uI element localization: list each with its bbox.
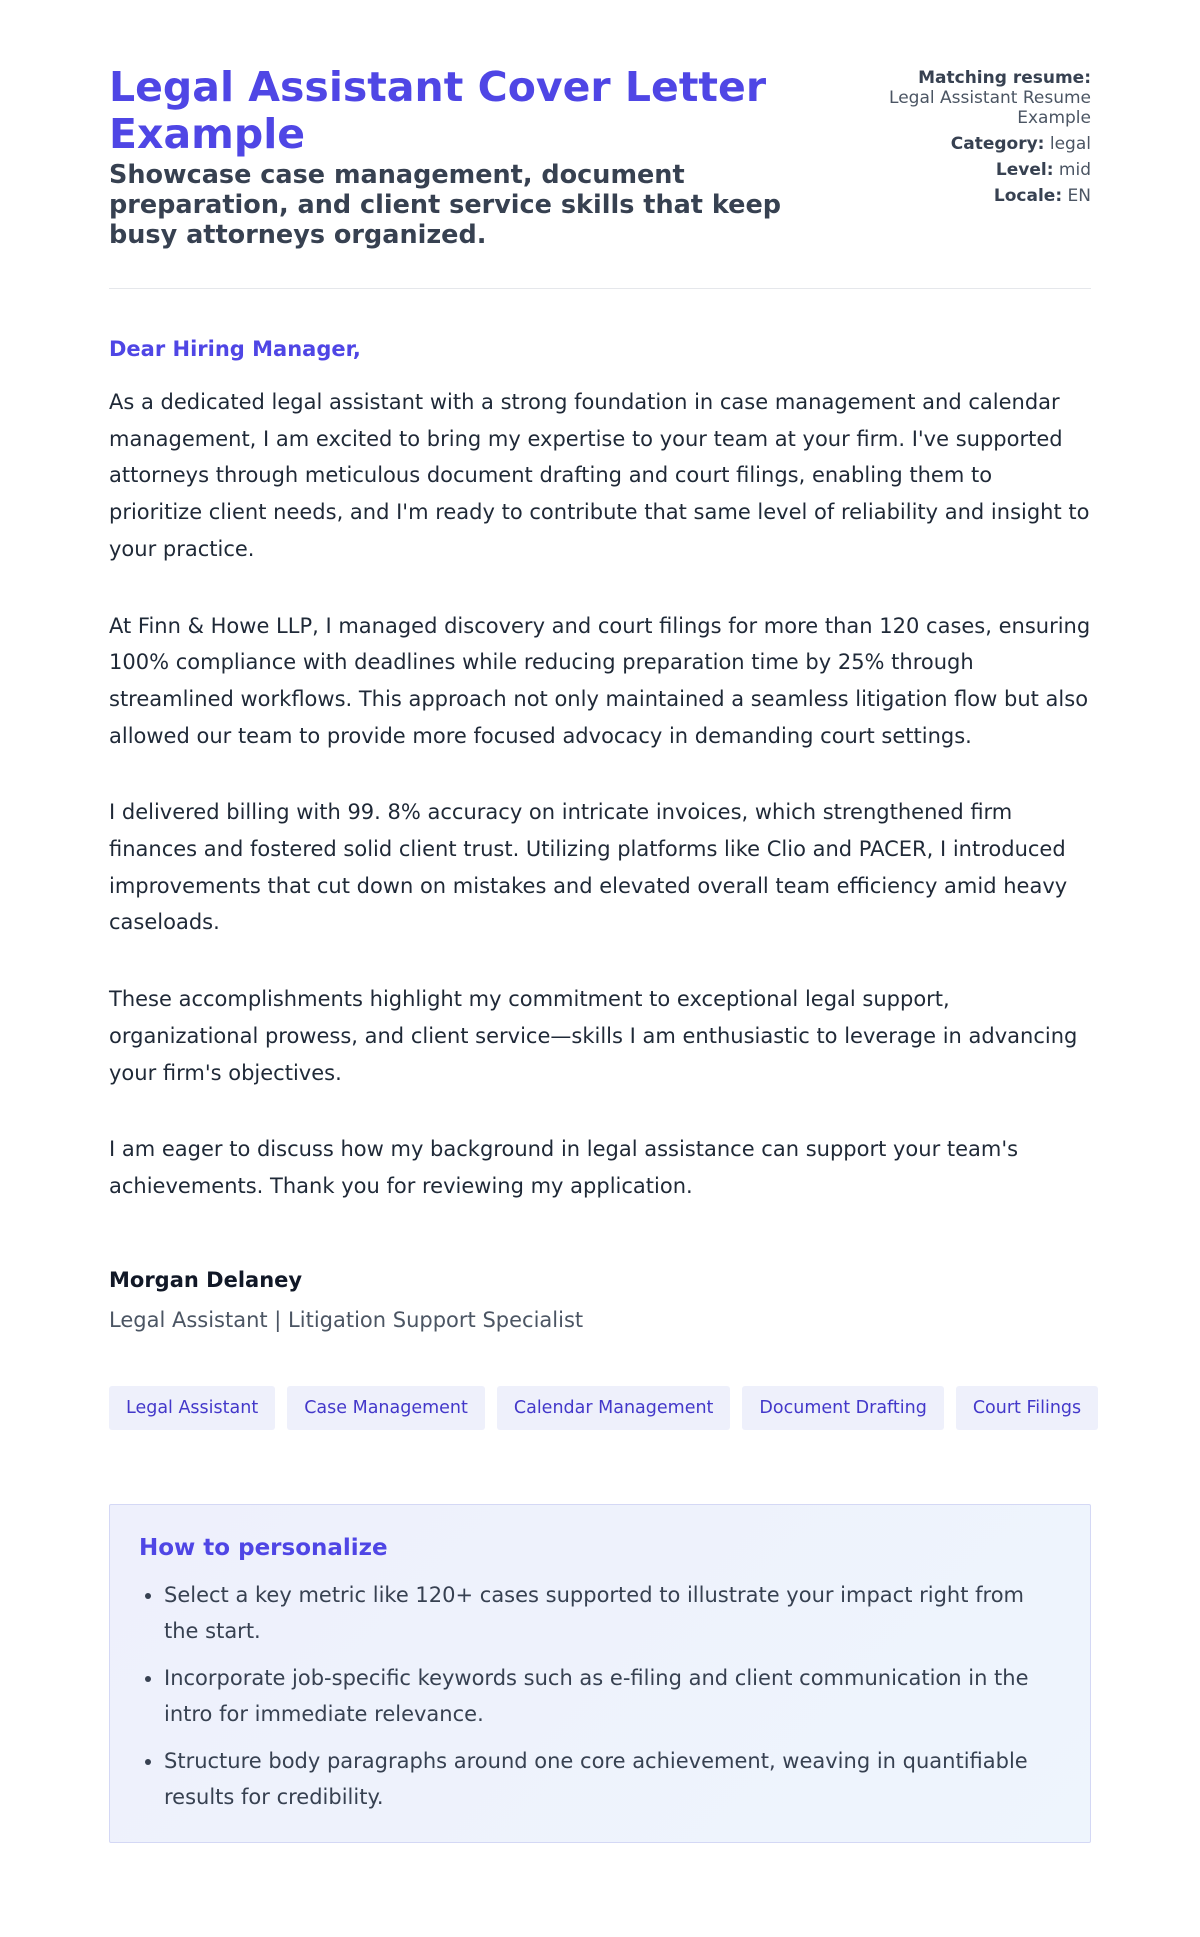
resume-meta (831, 68, 1091, 212)
meta-category (831, 134, 1091, 154)
meta-category-value: legal (1049, 134, 1091, 154)
meta-locale-value: EN (1067, 186, 1091, 206)
skill-tag: Document Drafting (742, 1386, 943, 1430)
meta-level-value: mid (1058, 160, 1091, 180)
matching-resume-label: Matching resume: (918, 68, 1091, 88)
matching-resume-link[interactable]: Legal Assistant Resume Example (889, 88, 1091, 128)
personalize-box (109, 1504, 1091, 1843)
letter-paragraph: I am eager to discuss how my background in legal assistance can support your team's achievements. Thank you for reviewing my application. (109, 1137, 1019, 1198)
letter-signature (109, 1267, 1091, 1333)
letter-paragraph: I delivered billing with 99. 8% accuracy on intricate invoices, which strengthened firm finances and fostered solid client trust. Utilizing platforms like Clio and PACER, I introduced improvements that cut down on mistakes and elevated overall team efficiency amid heavy caseloads. (109, 800, 1068, 935)
page-subtitle: Showcase case management, document preparation, and client service skills that keep busy attorneys organized. (109, 160, 781, 250)
meta-level-label: Level: (995, 160, 1054, 180)
skill-tag: Court Filings (956, 1386, 1098, 1430)
letter-paragraph: At Finn & Howe LLP, I managed discovery and court filings for more than 120 cases, ensuring 100% compliance with deadlines while reducing preparation time by 25% through streamlined workflows. This approach not only maintained a seamless litigation flow but also allowed our team to provide more focused advocacy in demanding court settings. (109, 613, 1091, 748)
matching-resume (831, 68, 1091, 128)
skill-tag: Calendar Management (497, 1386, 731, 1430)
letter-body (109, 384, 1091, 1205)
meta-locale-label: Locale: (993, 186, 1063, 206)
list-item: • Incorporate job-specific keywords such as e-filing and client communication in the intro for immediate relevance. (164, 1660, 1061, 1733)
letter-paragraph: As a dedicated legal assistant with a strong foundation in case management and calendar management, I am excited to bring my expertise to your team at your firm. I've supported attorneys through meticulous document drafting and court filings, enabling them to prioritize client needs, and I'm ready to contribute that same level of reliability and insight to your practice. (109, 390, 1090, 561)
meta-level (831, 160, 1091, 180)
personalize-title: How to personalize (139, 1534, 388, 1561)
skill-tag: Case Management (287, 1386, 485, 1430)
skill-tags (109, 1386, 1091, 1430)
list-item: • Select a key metric like 120+ cases supported to illustrate your impact right from the start. (164, 1577, 1061, 1650)
letter-salutation: Dear Hiring Manager, (109, 337, 361, 361)
signature-title: Legal Assistant | Litigation Support Specialist (109, 1307, 584, 1332)
page-header (109, 0, 1091, 289)
list-item: • Structure body paragraphs around one core achievement, weaving in quantifiable results for credibility. (164, 1743, 1061, 1816)
skill-tag: Legal Assistant (109, 1386, 275, 1430)
signature-name: Morgan Delaney (109, 1267, 303, 1292)
page-title: Legal Assistant Cover Letter Example (109, 63, 767, 158)
letter-paragraph: These accomplishments highlight my commitment to exceptional legal support, organizational prowess, and client service—skills I am enthusiastic to leverage in advancing your firm's objectives. (109, 987, 1078, 1085)
meta-locale (831, 186, 1091, 206)
personalize-list (139, 1577, 1061, 1816)
meta-category-label: Category: (950, 134, 1045, 154)
